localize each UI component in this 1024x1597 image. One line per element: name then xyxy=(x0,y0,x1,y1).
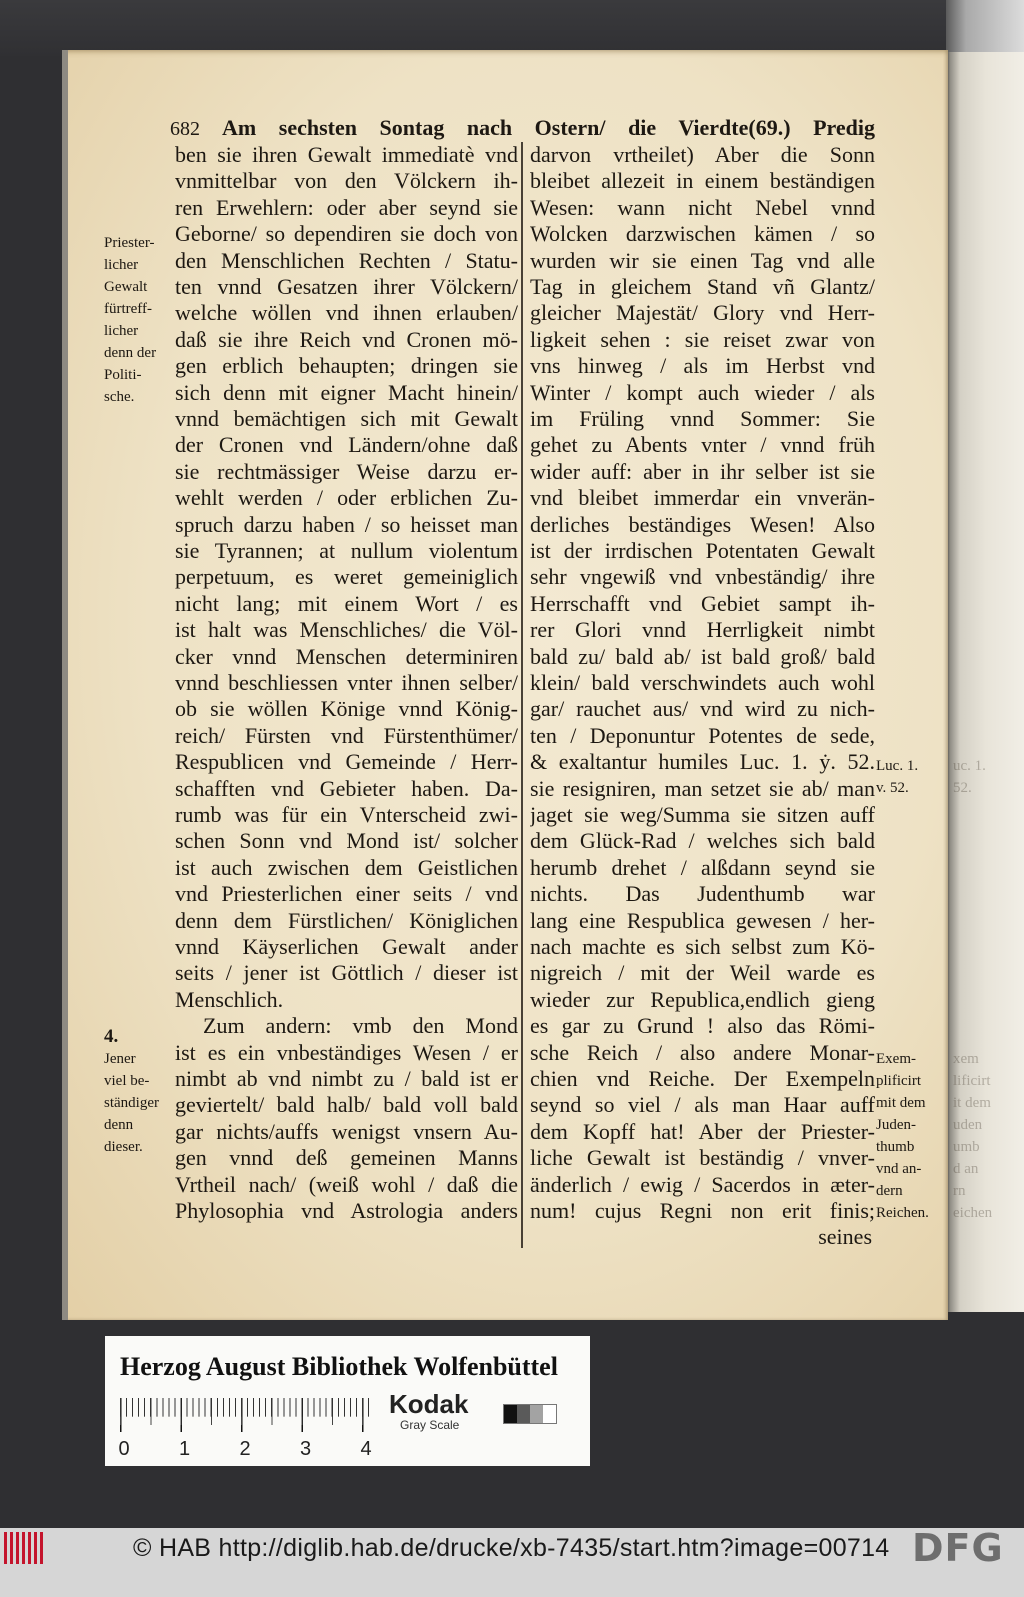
margin-note-line: d an xyxy=(953,1161,979,1177)
left-column-line: sich denn mit eigner Macht hinein/ xyxy=(175,379,518,405)
left-column-line: ist auch zwischen dem Geistlichen xyxy=(175,854,518,880)
dfg-logo: DFG xyxy=(912,1526,1004,1570)
right-column-line: vnd bleibet immerdar ein vnverän- xyxy=(530,485,875,511)
margin-note-line: dieser. xyxy=(104,1139,143,1155)
left-margin-note xyxy=(104,232,180,408)
right-column-line: im Früling vnnd Sommer: Sie xyxy=(530,406,875,431)
margin-note-line: denn xyxy=(104,1117,134,1133)
left-column-line: perpetuum, es weret gemeiniglich xyxy=(175,564,518,590)
gray-patch xyxy=(504,1405,517,1423)
right-column-line: chien vnd Reiche. Der Exempeln xyxy=(530,1066,875,1091)
margin-note-line: 4. xyxy=(104,1026,119,1047)
right-column-line: bleibet allezeit in einem beständigen xyxy=(530,168,875,194)
margin-note-line: fürtreff- xyxy=(104,301,153,317)
margin-note-line: Reichen. xyxy=(876,1205,929,1221)
left-column-line: seits / jener ist Göttlich / dieser ist xyxy=(175,960,518,986)
right-column-line: gehet zu Abents vnter / vnnd früh xyxy=(530,432,875,458)
left-column-line: vnnd beschliessen vnter ihnen selber/ xyxy=(175,670,518,695)
left-column-line: vnnd Käyserlichen Gewalt ander xyxy=(175,934,518,959)
left-column-line: Vrtheil nach/ (weiß wohl / daß die xyxy=(175,1171,518,1197)
margin-note-line: 52. xyxy=(953,780,972,796)
margin-note-line: licher xyxy=(104,257,139,273)
right-column-line: wieder zur Republica,endlich gieng xyxy=(530,986,875,1012)
margin-note-line: eichen xyxy=(953,1205,993,1221)
left-column-line: nimbt ab vnd nimbt zu / bald ist er xyxy=(175,1066,518,1091)
right-column-line: ist der irrdischen Potentaten Gewalt xyxy=(530,538,875,563)
margin-note-line: Priester- xyxy=(104,235,155,251)
left-column-line: sie rechtmässiger Weise darzu er- xyxy=(175,458,518,484)
left-column-line: Geborne/ so dependiren sie doch von xyxy=(175,221,518,247)
left-column-line: ist es ein vnbeständiges Wesen / er xyxy=(175,1039,518,1065)
left-column-line: sie Tyrannen; at nullum violentum xyxy=(175,538,518,563)
right-column-line: ligkeit sehen : sie reiset zwar von xyxy=(530,326,875,352)
ruler-label: 1 xyxy=(178,1438,191,1460)
right-column-line: sche Reich / also andere Monar- xyxy=(530,1039,875,1065)
page-number: 682 xyxy=(170,118,200,140)
right-column-line: Tag in gleichem Stand vñ Glantz/ xyxy=(530,274,875,299)
right-column-line: derliches beständiges Wesen! Also xyxy=(530,511,875,537)
left-column-line: vnd Priesterlichen einer seits / vnd xyxy=(175,881,518,907)
right-column-line: darvon vrtheilet) Aber die Sonn xyxy=(530,142,875,167)
gray-patch xyxy=(530,1405,543,1423)
left-column-line: Zum andern: vmb den Mond xyxy=(203,1013,518,1039)
right-column-line: sehr vngewiß vnd vnbeständig/ ihre xyxy=(530,564,875,590)
right-column-line: nigreich / mit der Weil warde es xyxy=(530,960,875,986)
right-column-line: liche Gewalt ist beständig / vnver- xyxy=(530,1145,875,1171)
margin-note-line: Exem- xyxy=(876,1051,916,1067)
right-column-line: wider auff: aber in ihr selber ist sie xyxy=(530,458,875,484)
right-column-line: num! cujus Regni non erit finis; xyxy=(530,1198,875,1223)
right-column-line: nach machte es sich selbst zum Kö- xyxy=(530,934,875,959)
right-column-line: gar/ rauchet aus/ vnd wird zu nich- xyxy=(530,696,875,722)
left-column-line: vnnd bemächtigen sich mit Gewalt xyxy=(175,406,518,431)
right-column-line: jaget sie weg/Summa sie sitzen auff xyxy=(530,802,875,827)
left-column-line: nicht lang; mit einem Wort / es xyxy=(175,590,518,616)
margin-note-line: xem xyxy=(953,1051,979,1067)
margin-note-line: Politi- xyxy=(104,367,142,383)
margin-note-line: ständiger xyxy=(104,1095,159,1111)
left-column-line: vnmittelbar von den Völckern ih- xyxy=(175,168,518,194)
left-column-line: geviertelt/ bald halb/ bald voll bald xyxy=(175,1092,518,1118)
copyright-url: © HAB http://diglib.hab.de/drucke/xb-7435/start.htm?image=00714 xyxy=(133,1534,890,1562)
bleed-through-text xyxy=(953,1048,1024,1224)
left-column-line: den Menschlichen Rechten / Statu- xyxy=(175,247,518,273)
right-column-line: Winter / kompt auch wieder / als xyxy=(530,379,875,405)
left-column-line: Menschlich. xyxy=(175,986,284,1012)
margin-note-line: v. 52. xyxy=(876,780,909,796)
catchword: seines xyxy=(818,1224,872,1249)
left-column-line: ben sie ihren Gewalt immediatè vnd xyxy=(175,142,518,167)
right-column-line: Herrschafft vnd Gebiet sampt ih- xyxy=(530,590,875,616)
margin-note-line: plificirt xyxy=(876,1073,921,1089)
margin-note-line: Luc. 1. xyxy=(876,758,919,774)
gray-scale-label: Gray Scale xyxy=(400,1418,460,1432)
ruler xyxy=(120,1398,372,1432)
left-column-line: spruch darzu haben / so heisset man xyxy=(175,511,518,537)
right-column-line: Wesen: wann nicht Nebel vnnd xyxy=(530,194,875,220)
margin-note-line: uc. 1. xyxy=(953,758,986,774)
left-column-line: daß sie ihre Reich vnd Cronen mö- xyxy=(175,326,518,352)
left-column-line: Phylosophia vnd Astrologia anders xyxy=(175,1198,518,1223)
right-column-line: gleicher Majestät/ Glory vnd Herr- xyxy=(530,300,875,326)
right-column-line: Wolcken darzwischen kämen / so xyxy=(530,221,875,247)
left-column-line: schafften vnd Gebieter haben. Da- xyxy=(175,775,518,801)
kodak-logo: Kodak xyxy=(389,1389,469,1419)
margin-note-line: Gewalt xyxy=(104,279,148,295)
left-column-line: gen erblich behaupten; dringen sie xyxy=(175,353,518,379)
right-column-line: ten / Deponuntur Potentes de sede, xyxy=(530,722,875,748)
margin-note-line: viel be- xyxy=(104,1073,150,1089)
hab-logo-icon xyxy=(4,1532,46,1564)
right-column-line: lang eine Respublica gewesen / her- xyxy=(530,907,875,933)
left-column-line: reich/ Fürsten vnd Fürstenthümer/ xyxy=(175,722,518,748)
right-column-line: änderlich / ewig / Sacerdos in æter- xyxy=(530,1171,875,1197)
right-column-line: bald zu/ bald ab/ ist bald groß/ bald xyxy=(530,643,875,669)
left-column-line: Respublicen vnd Gemeinde / Herr- xyxy=(175,749,518,775)
ruler-label: 0 xyxy=(118,1438,130,1460)
institution-name: Herzog August Bibliothek Wolfenbüttel xyxy=(120,1352,558,1381)
left-text-column xyxy=(175,142,518,1232)
margin-note-line: mit dem xyxy=(876,1095,926,1111)
left-column-line: ten vnnd Gesatzen ihrer Völckern/ xyxy=(175,274,518,299)
ruler-label: 2 xyxy=(239,1438,251,1460)
margin-note-line: dern xyxy=(876,1183,903,1199)
right-column-line: dem Kopff hat! Aber der Priester- xyxy=(530,1118,875,1144)
right-column-line: seynd so viel / als man Haar auff xyxy=(530,1092,875,1118)
right-column-line: & exaltantur humiles Luc. 1. ẏ. 52. xyxy=(530,749,875,775)
left-column-line: denn dem Fürstlichen/ Königlichen xyxy=(175,907,518,933)
gray-patch xyxy=(543,1405,556,1423)
right-column-line: sie resigniren, man setzet sie ab/ man xyxy=(530,775,875,801)
margin-note-line: Jener xyxy=(104,1051,136,1067)
margin-note-line: uden xyxy=(953,1117,983,1133)
right-column-line: wurden wir sie einen Tag vnd alle xyxy=(530,247,875,273)
right-column-line: klein/ bald verschwindets auch wohl xyxy=(530,670,875,695)
margin-note-line: lificirt xyxy=(953,1073,991,1089)
left-column-line: der Cronen vnd Ländern/ohne daß xyxy=(175,432,518,458)
left-column-line: schen Sonn vnd Mond ist/ solcher xyxy=(175,828,518,854)
column-rule xyxy=(521,142,523,1248)
left-margin-note xyxy=(104,1026,180,1158)
left-column-line: welche wöllen vnd ihnen erlauben/ xyxy=(175,300,518,326)
left-column-line: rumb was für ein Vnterscheid zwi- xyxy=(175,802,518,827)
left-column-line: ren Erwehlern: oder aber seynd sie xyxy=(175,194,518,220)
gray-scale-patches xyxy=(503,1404,557,1424)
facing-page-top-shade xyxy=(946,0,1024,52)
right-column-line: rer Glori vnnd Herrligkeit nimbt xyxy=(530,617,875,643)
right-column-line: nichts. Das Judenthumb war xyxy=(530,881,875,907)
right-text-column xyxy=(530,142,875,1232)
right-column-line: herumb drehet / alßdann seynd sie xyxy=(530,854,875,880)
left-column-line: ob sie wöllen Könige vnnd König- xyxy=(175,696,518,722)
bleed-through-text xyxy=(953,755,1024,799)
margin-note-line: umb xyxy=(953,1139,980,1155)
margin-note-line: vnd an- xyxy=(876,1161,922,1177)
right-margin-note xyxy=(876,1048,952,1224)
right-column-line: es gar zu Grund ! also das Römi- xyxy=(530,1013,875,1039)
ruler-label: 3 xyxy=(299,1438,312,1460)
left-column-line: cker vnnd Menschen determiniren xyxy=(175,643,518,669)
margin-note-line: rn xyxy=(953,1183,966,1199)
margin-note-line: Juden- xyxy=(876,1117,916,1133)
left-column-line: ist halt was Menschliches/ die Völ- xyxy=(175,617,518,643)
running-title: Am sechsten Sontag nach Ostern/ die Vierdte(69.) Predig xyxy=(222,115,875,140)
margin-note-line: denn der xyxy=(104,345,157,361)
ruler-label: 4 xyxy=(360,1438,372,1460)
gray-patch xyxy=(517,1405,530,1423)
margin-note-line: it dem xyxy=(953,1095,991,1111)
right-column-line: vns hinweg / als im Herbst vnd xyxy=(530,353,875,379)
ruler-labels xyxy=(117,1436,377,1462)
margin-note-line: thumb xyxy=(876,1139,915,1155)
left-column-line: wehlt werden / oder erblichen Zu- xyxy=(175,485,518,511)
page-header xyxy=(170,113,875,143)
margin-note-line: licher xyxy=(104,323,139,339)
margin-note-line: sche. xyxy=(104,389,135,405)
left-column-line: gen vnnd deß gemeinen Manns xyxy=(175,1145,518,1171)
left-column-line: gar nichts/auffs wenigst vnsern Au- xyxy=(175,1118,518,1144)
right-margin-note xyxy=(876,755,952,799)
right-column-line: dem Glück-Rad / welches sich bald xyxy=(530,828,875,854)
viewer-background xyxy=(0,0,946,56)
